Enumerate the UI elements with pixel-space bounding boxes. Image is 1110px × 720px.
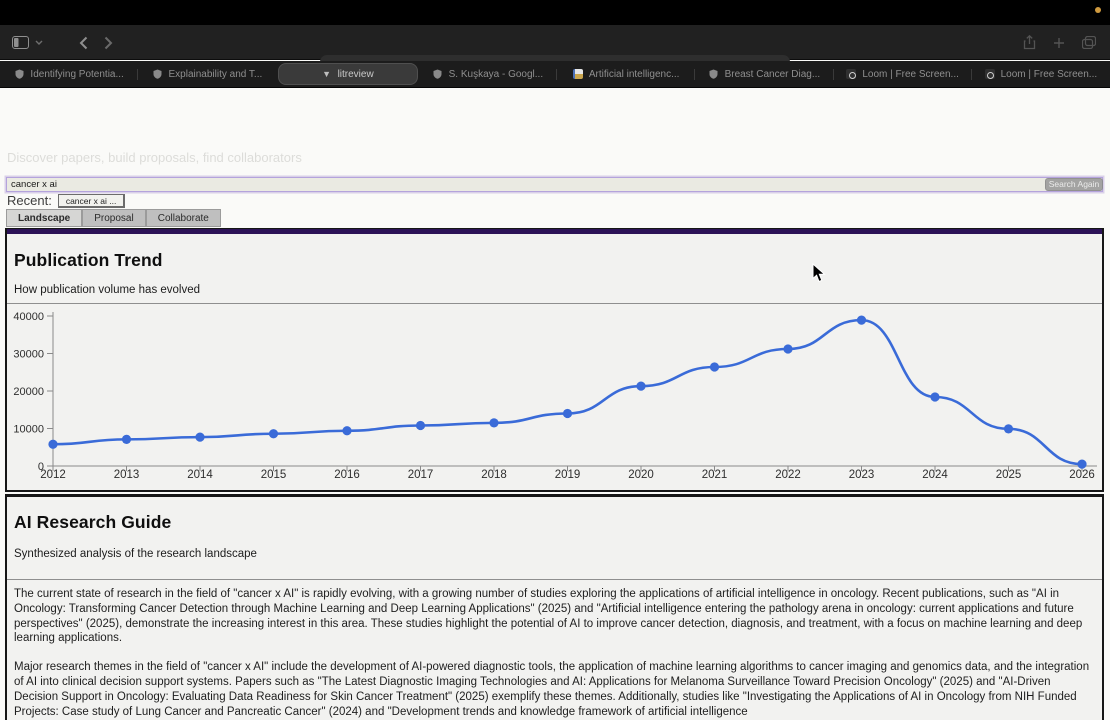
svg-text:0: 0 <box>37 461 44 473</box>
tab-label: Identifying Potentia... <box>30 68 124 80</box>
share-icon[interactable] <box>1023 35 1036 50</box>
svg-text:2022: 2022 <box>775 469 801 481</box>
view-tab-proposal[interactable]: Proposal <box>82 209 145 227</box>
menubar <box>0 0 1110 25</box>
publication-trend-title: Publication Trend <box>14 250 163 270</box>
svg-text:2018: 2018 <box>481 469 507 481</box>
card-accent-bar <box>7 229 1102 234</box>
tab-strip <box>0 61 1110 88</box>
generic-page-favicon-icon <box>433 69 443 79</box>
svg-text:2026: 2026 <box>1069 469 1095 481</box>
svg-text:2013: 2013 <box>113 469 140 481</box>
browser-tab-identifying-potentia-[interactable] <box>0 61 138 87</box>
tab-label: Explainability and T... <box>168 68 263 80</box>
tab-label: Artificial intelligenc... <box>588 68 680 80</box>
research-guide-card <box>5 494 1104 720</box>
triangle-favicon-icon: ▼ <box>322 69 332 79</box>
sidebar-icon[interactable] <box>12 36 29 49</box>
svg-text:2024: 2024 <box>922 469 948 481</box>
view-tab-landscape[interactable]: Landscape <box>6 209 82 227</box>
svg-text:2020: 2020 <box>628 469 654 481</box>
chevron-down-icon[interactable] <box>35 40 43 45</box>
browser-toolbar <box>0 25 1110 60</box>
research-guide-title: AI Research Guide <box>14 512 172 532</box>
tab-overview-icon[interactable] <box>1082 36 1096 49</box>
recent-search-chip[interactable]: cancer x ai ... <box>58 194 126 208</box>
research-guide-text <box>14 587 1092 720</box>
publication-trend-chart <box>7 304 1102 488</box>
browser-tab-breast-cancer-diag-[interactable] <box>695 61 833 87</box>
picture-favicon-icon <box>573 69 583 79</box>
tab-label: Loom | Free Screen... <box>862 68 959 80</box>
publication-trend-card <box>5 228 1104 492</box>
loom-favicon-icon <box>846 69 856 79</box>
view-tab-collaborate[interactable]: Collaborate <box>146 209 221 227</box>
recent-label: Recent: <box>7 193 52 208</box>
svg-text:2017: 2017 <box>407 469 434 481</box>
tab-label: Loom | Free Screen... <box>1000 68 1098 80</box>
svg-text:2019: 2019 <box>554 469 581 481</box>
svg-text:2015: 2015 <box>260 469 287 481</box>
publication-trend-subtitle: How publication volume has evolved <box>14 284 201 296</box>
generic-page-favicon-icon <box>709 69 719 79</box>
view-tabs <box>6 209 221 227</box>
browser-tab-loom-free-screen-[interactable] <box>972 61 1110 87</box>
recording-indicator-dot <box>1095 7 1101 13</box>
tab-label: S. Kuşkaya - Googl... <box>448 68 544 80</box>
svg-text:2012: 2012 <box>40 469 66 481</box>
svg-text:40000: 40000 <box>13 311 44 323</box>
svg-text:20000: 20000 <box>13 386 44 398</box>
guide-paragraph: The current state of research in the field of "cancer x AI" is rapidly evolving, with a growing number of studies exploring the applications of artificial intelligence in oncology. Recent publications, such as "AI in Oncology: Transforming Cancer Detection through Machine Learning and Deep Learning Applications" (2025) and "Artificial intelligence entering the pathology arena in oncology: current applications and future perspectives" (2025), demonstrate the increasing interest in this area. These studies highlight the potential of AI to improve cancer detection, diagnosis, and treatment, with a focus on machine learning and deep learning applications. <box>14 588 1083 645</box>
generic-page-favicon-icon <box>14 69 24 79</box>
svg-text:10000: 10000 <box>13 423 44 436</box>
loom-favicon-icon <box>985 69 995 79</box>
research-guide-subtitle: Synthesized analysis of the research landscape <box>14 548 257 560</box>
back-icon[interactable] <box>79 36 88 50</box>
new-tab-icon[interactable] <box>1053 37 1065 49</box>
page-content <box>0 88 1110 720</box>
card-divider <box>7 579 1102 580</box>
tab-label: litreview <box>337 68 374 80</box>
forward-icon[interactable] <box>104 36 113 50</box>
svg-text:2021: 2021 <box>701 469 728 481</box>
browser-tab-s-ku-kaya-googl-[interactable] <box>419 61 557 87</box>
app-tagline: Discover papers, build proposals, find collaborators <box>7 150 302 165</box>
generic-page-favicon-icon <box>152 69 162 79</box>
svg-text:2023: 2023 <box>848 469 875 481</box>
browser-tab-loom-free-screen-[interactable] <box>834 61 972 87</box>
search-again-button[interactable]: Search Again <box>1045 178 1103 191</box>
svg-text:2025: 2025 <box>995 469 1022 481</box>
svg-text:2016: 2016 <box>334 469 360 481</box>
browser-tab-explainability-and-t-[interactable] <box>138 61 276 87</box>
guide-paragraph: Major research themes in the field of "cancer x AI" include the development of AI-powered diagnostic tools, the application of machine learning algorithms to cancer imaging and genomics data, and the integration of AI into clinical decision support systems. Papers such as "The Latest Diagnostic Imaging Technologies and AI: Applications for Melanoma Surveillance Toward Precision Oncology" (2025) and "AI-Driven Decision Support in Oncology: Evaluating Data Readiness for Skin Cancer Treatment" (2025) exemplify these themes. Additionally, studies like "Investigating the Applications of AI in Oncology from NIH Funded Projects: Case study of Lung Cancer and Pancreatic Cancer" (2024) and "Development trends and knowledge framework of artificial intelligence <box>14 661 1090 718</box>
search-input[interactable] <box>6 177 1103 192</box>
tab-label: Breast Cancer Diag... <box>724 68 821 80</box>
browser-tab-artificial-intelligenc-[interactable] <box>557 61 695 87</box>
svg-text:2014: 2014 <box>187 469 213 481</box>
svg-text:30000: 30000 <box>13 348 44 361</box>
browser-tab-litreview[interactable] <box>278 63 418 85</box>
